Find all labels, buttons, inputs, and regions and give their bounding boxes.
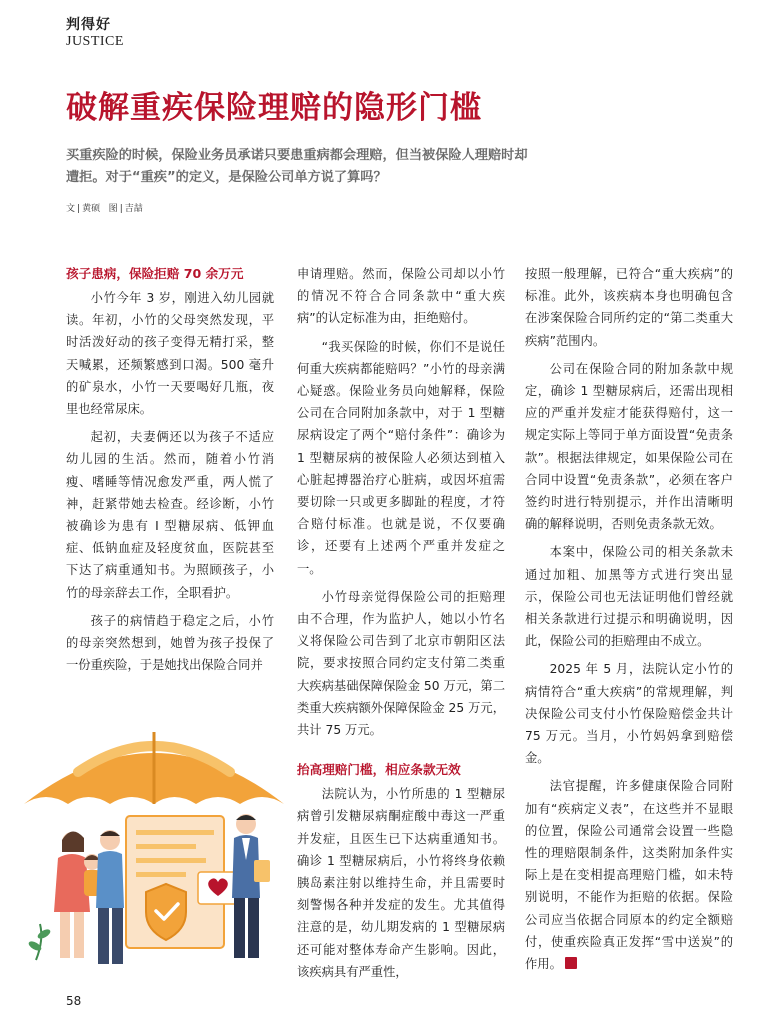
section-title-en: JUSTICE (66, 34, 124, 49)
end-mark-icon (565, 957, 577, 969)
byline-illustrator: 吉喆 (124, 204, 143, 214)
byline: 文 | 黄硕 图 | 吉喆 (66, 204, 143, 214)
illustration-graphic (18, 712, 290, 980)
paragraph: 起初，夫妻俩还以为孩子不适应幼儿园的生活。然而，随着小竹消瘦、嗜睡等情况愈发严重，两人慌了神，赶紧带她去检查。经诊断，小竹被确诊为患有 I 型糖尿病、低钾血症、低钠血症及轻度贫血，医院甚至下达了病重通知书。为照顾孩子，小竹的母亲辞去工作，全职看护。 (66, 430, 274, 600)
section-heading: 孩子患病，保险拒赔 70 余万元 (66, 266, 244, 281)
paragraph: 小竹母亲觉得保险公司的拒赔理由不合理，作为监护人，她以小竹名义将保险公司告到了北京市朝阳区法院，要求按照合同约定支付第二类重大疾病基础保障保险金 50 万元，第二类重大疾病额外保障保险金 25 万元，共计 75 万元。 (297, 589, 505, 738)
folder-icon (254, 860, 270, 882)
article-column-1 (66, 263, 274, 682)
paragraph-text: 法官提醒，许多健康保险合同附加有“疾病定义表”，在这些并不显眼的位置，保险公司通常会设置一些隐性的理赔限制条件，这类附加条件实际上是在变相提高理赔门槛，如未特别说明，不能作为拒赔的依据。保险公司应当依据合同原本的约定全额赔付，使重疾险真正发挥“雪中送炭”的作用。 (525, 779, 733, 972)
article-column-2 (297, 263, 505, 989)
byline-text-label: 文 (66, 204, 76, 214)
paragraph: 2025 年 5 月，法院认定小竹的病情符合“重大疾病”的常规理解，判决保险公司支付小竹保险赔偿金共计 75 万元。当月，小竹妈妈拿到赔偿金。 (525, 662, 733, 766)
paragraph: 公司在保险合同的附加条款中规定，确诊 1 型糖尿病后，还需出现相应的严重并发症才能获得赔付，这一规定实际上等同于单方面设置“免责条款”。根据法律规定，如果保险公司在合同中设置“免责条款”，必须在客户签约时进行特别提示，并作出清晰明确的解释说明，否则免责条款无效。 (525, 361, 733, 532)
paragraph: 本案中，保险公司的相关条款未通过加粗、加黑等方式进行突出显示，保险公司也无法证明他们曾经就相关条款进行过提示和明确说明，因此，保险公司的拒赔理由不成立。 (525, 545, 733, 649)
paragraph: “我买保险的时候，你们不是说任何重大疾病都能赔吗？”小竹的母亲满心疑惑。保险业务员向她解释，保险公司在合同附加条款中，对于 1 型糖尿病设定了两个“赔付条件”：确诊为 1 型糖尿病的被保险人必须达到植入心脏起搏器治疗心脏病，或因坏疽需要切除一只或更多脚趾的程度，才符合赔付标准。也就是说，不仅要确诊，还要有上述两个严重并发症之一。 (297, 339, 505, 576)
paragraph: 小竹今年 3 岁，刚进入幼儿园就读。年初，小竹的父母突然发现，平时活泼好动的孩子变得无精打采，整天喊累，还频繁感到口渴。500 毫升的矿泉水，小竹一天要喝好几瓶，夜里也经常尿床。 (66, 291, 274, 417)
father-body (96, 851, 124, 908)
article-column-3 (525, 263, 733, 981)
paragraph (525, 775, 733, 975)
article-title: 破解重疾保险理赔的隐形门槛 (66, 90, 482, 126)
paragraph: 法院认为，小竹所患的 1 型糖尿病曾引发糖尿病酮症酸中毒这一严重并发症，且医生已下达病重通知书。确诊 1 型糖尿病后，小竹将终身依赖胰岛素注射以维持生命，并且需要时刻警惕各种并发症的发生。尤其值得注意的是，幼儿期发病的 1 型糖尿病还可能对整体寿命产生影响。因此，该疾病具有严重性， (297, 787, 505, 979)
byline-author: 黄硕 (82, 204, 101, 214)
paragraph: 孩子的病情趋于稳定之后，小竹的母亲突然想到，她曾为孩子投保了一份重疾险，于是她找出保险合同并 (66, 613, 274, 673)
byline-image-label: 图 (108, 204, 118, 214)
umbrella-family-illustration (18, 712, 290, 980)
article-lead: 买重疾险的时候，保险业务员承诺只要患重病都会理赔，但当被保险人理赔时却遭拒。对于“重疾”的定义，是保险公司单方说了算吗？ (66, 148, 528, 185)
paragraph: 申请理赔。然而，保险公司却以小竹的情况不符合合同条款中“重大疾病”的认定标准为由，拒绝赔付。 (297, 267, 505, 326)
section-title-zh: 判得好 (66, 17, 111, 33)
page-number: 58 (66, 994, 82, 1008)
paragraph: 按照一般理解，已符合“重大疾病”的标准。此外，该疾病本身也明确包含在涉案保险合同所约定的“第二类重大疾病”范围内。 (525, 267, 733, 348)
section-heading: 抬高理赔门槛，相应条款无效 (297, 762, 461, 778)
